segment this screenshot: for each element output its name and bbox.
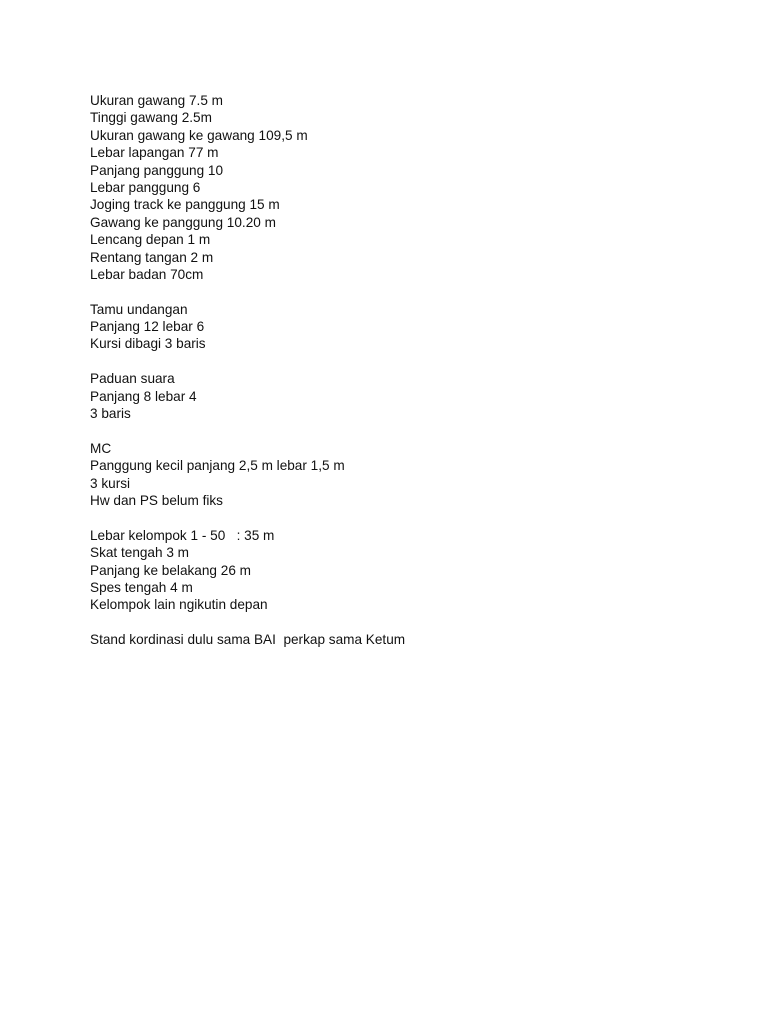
text-line: 3 kursi xyxy=(90,475,131,491)
section-mc xyxy=(90,440,730,510)
text-line: Spes tengah 4 m xyxy=(90,579,193,595)
text-line: Tinggi gawang 2.5m xyxy=(90,110,212,126)
text-line: Panjang 8 lebar 4 xyxy=(90,388,197,404)
text-line: Lebar kelompok 1 - 50 : 35 m xyxy=(90,527,275,543)
section-heading: Paduan suara xyxy=(90,371,175,387)
section-heading: MC xyxy=(90,440,112,456)
section-heading: Tamu undangan xyxy=(90,301,188,317)
section-groups xyxy=(90,527,730,614)
paragraph-gap xyxy=(90,353,730,370)
text-line: Lencang depan 1 m xyxy=(90,232,211,248)
text-line: Ukuran gawang 7.5 m xyxy=(90,93,223,108)
text-line: Kelompok lain ngikutin depan xyxy=(90,597,268,613)
section-guests xyxy=(90,301,730,353)
text-line: Panjang panggung 10 xyxy=(90,162,224,178)
paragraph-gap xyxy=(90,614,730,631)
text-line: Joging track ke panggung 15 m xyxy=(90,197,280,213)
text-line: Ukuran gawang ke gawang 109,5 m xyxy=(90,127,308,143)
paragraph-gap xyxy=(90,509,730,526)
paragraph-gap xyxy=(90,422,730,439)
text-line: Stand kordinasi dulu sama BAI perkap sama Ketum xyxy=(90,632,406,648)
section-stand xyxy=(90,631,730,648)
document-body xyxy=(90,92,730,649)
text-line: Rentang tangan 2 m xyxy=(90,249,214,265)
text-line: Lebar panggung 6 xyxy=(90,179,201,195)
text-line: Panjang 12 lebar 6 xyxy=(90,319,205,335)
text-line: Lebar badan 70cm xyxy=(90,266,204,282)
text-line: Hw dan PS belum fiks xyxy=(90,492,223,508)
text-line: Lebar lapangan 77 m xyxy=(90,145,219,161)
section-choir xyxy=(90,370,730,422)
section-field-measurements xyxy=(90,92,730,283)
text-line: Skat tengah 3 m xyxy=(90,545,189,561)
text-line: Kursi dibagi 3 baris xyxy=(90,336,206,352)
text-line: 3 baris xyxy=(90,406,131,422)
paragraph-gap xyxy=(90,283,730,300)
text-line: Gawang ke panggung 10.20 m xyxy=(90,214,276,230)
text-line: Panggung kecil panjang 2,5 m lebar 1,5 m xyxy=(90,458,345,474)
text-line: Panjang ke belakang 26 m xyxy=(90,562,251,578)
